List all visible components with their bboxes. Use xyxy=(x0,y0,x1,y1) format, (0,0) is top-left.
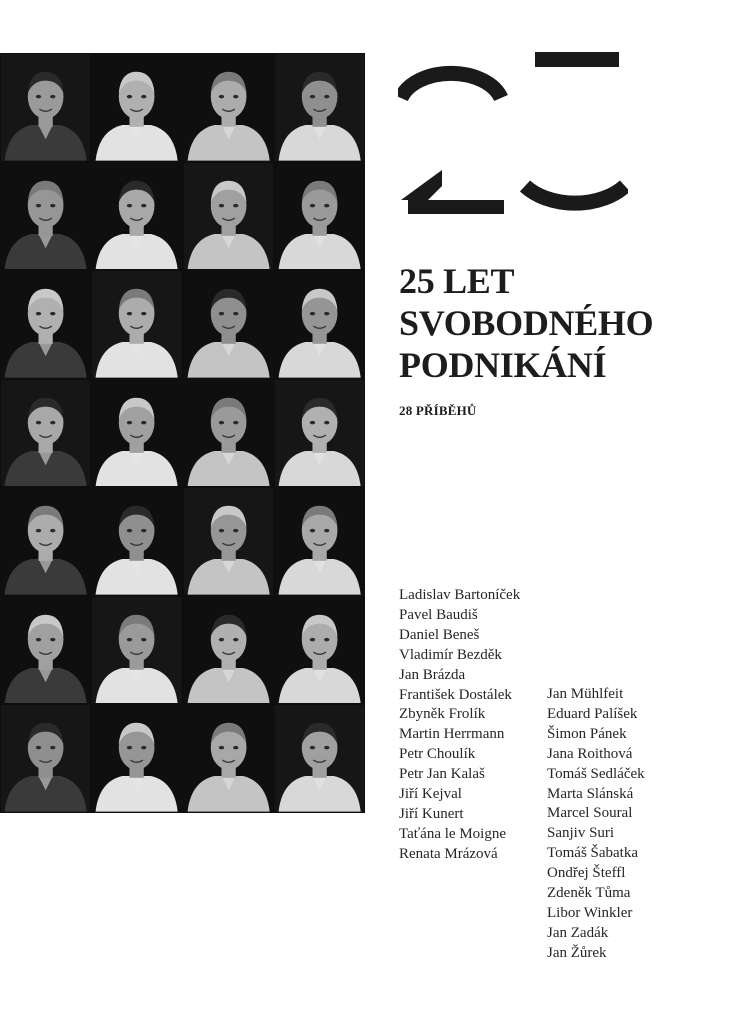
names-column-left xyxy=(399,586,520,865)
title-line-3: PODNIKÁNÍ xyxy=(399,345,607,385)
author-name: Jan Brázda xyxy=(399,666,466,683)
book-title xyxy=(399,260,653,386)
portrait-photo xyxy=(275,597,364,704)
author-name: Tomáš Sedláček xyxy=(547,765,645,782)
portrait-photo xyxy=(92,380,181,487)
portrait-photo xyxy=(184,54,273,161)
portrait-photo xyxy=(1,271,90,378)
portrait-photo xyxy=(1,380,90,487)
portrait-photo xyxy=(275,705,364,812)
author-name: Ondřej Šteffl xyxy=(547,865,626,882)
author-name: Daniel Beneš xyxy=(399,626,480,643)
portrait-photo xyxy=(1,597,90,704)
author-name: Martin Herrmann xyxy=(399,726,505,743)
portrait-photo xyxy=(1,488,90,595)
author-name: Eduard Palíšek xyxy=(547,705,638,722)
title-line-2: SVOBODNÉHO xyxy=(399,303,654,343)
portrait-photo xyxy=(275,271,364,378)
portrait-photo xyxy=(184,380,273,487)
author-name: Zdeněk Tůma xyxy=(547,885,631,902)
portrait-photo xyxy=(92,705,181,812)
author-name: Jan Žůrek xyxy=(547,944,607,961)
author-name: Sanjiv Suri xyxy=(547,825,615,842)
subtitle: 28 PŘÍBĚHŮ xyxy=(399,403,477,418)
portrait-photo xyxy=(275,488,364,595)
portrait-photo xyxy=(92,54,181,161)
author-name: Renata Mrázová xyxy=(399,845,498,862)
portrait-photo xyxy=(275,163,364,270)
author-name: Šimon Pánek xyxy=(547,725,627,742)
portrait-photo xyxy=(1,163,90,270)
portrait-photo xyxy=(92,271,181,378)
portrait-photo xyxy=(92,597,181,704)
portrait-photo xyxy=(184,705,273,812)
author-name: Jan Mühlfeit xyxy=(547,686,624,702)
author-name: Zbyněk Frolík xyxy=(399,706,486,723)
portrait-photo xyxy=(1,705,90,812)
author-name: Petr Choulík xyxy=(399,746,476,763)
author-name: Pavel Baudiš xyxy=(399,606,478,623)
author-name: Marta Slánská xyxy=(547,785,634,802)
author-name: Jan Zadák xyxy=(547,924,609,941)
author-name: Libor Winkler xyxy=(547,904,633,921)
portrait-photo xyxy=(184,597,273,704)
author-name: Jiří Kejval xyxy=(399,786,462,803)
portrait-photo xyxy=(275,54,364,161)
portrait-photo xyxy=(184,488,273,595)
portrait-photo xyxy=(1,54,90,161)
author-name: Petr Jan Kalaš xyxy=(399,766,485,783)
portrait-photo xyxy=(275,380,364,487)
names-column-right xyxy=(547,685,645,964)
portrait-photo xyxy=(92,163,181,270)
author-name: František Dostálek xyxy=(399,686,512,703)
author-name: Jana Roithová xyxy=(547,745,633,762)
big-number-25-logo xyxy=(398,50,628,222)
title-line-1: 25 LET xyxy=(399,261,515,301)
author-name: Jiří Kunert xyxy=(399,805,464,822)
portrait-photo xyxy=(92,488,181,595)
portrait-photo xyxy=(184,163,273,270)
author-name: Vladimír Bezděk xyxy=(399,646,502,663)
portrait-grid xyxy=(0,53,365,813)
author-name: Marcel Soural xyxy=(547,805,633,822)
author-name: Taťána le Moigne xyxy=(399,825,506,842)
author-name: Tomáš Šabatka xyxy=(547,845,639,862)
portrait-photo xyxy=(184,271,273,378)
author-name: Ladislav Bartoníček xyxy=(399,587,521,603)
